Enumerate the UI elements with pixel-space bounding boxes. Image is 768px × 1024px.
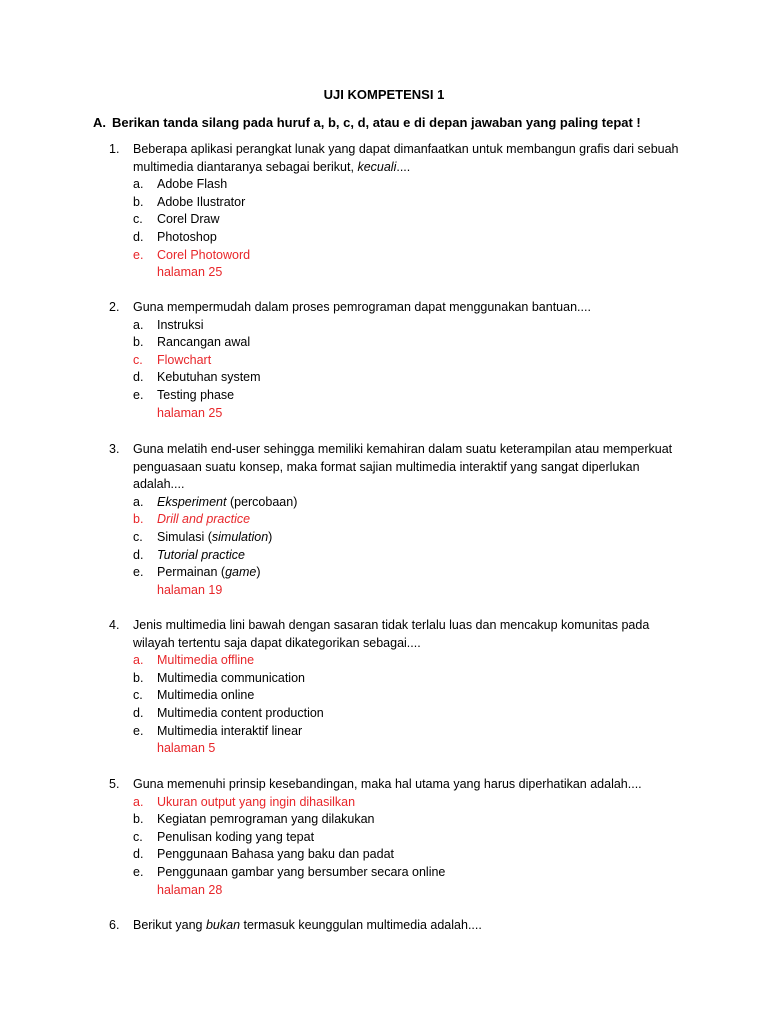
option-d[interactable]: d. Photoshop [133, 229, 217, 244]
question-number: 5. [109, 777, 120, 791]
page-reference: halaman 5 [157, 741, 216, 756]
page-reference: halaman 25 [157, 265, 223, 280]
question-text: Beberapa aplikasi perangkat lunak yang dapat dimanfaatkan untuk membangun grafis dari sebuah multimedia diantaranya sebagai berikut, kecuali.... [133, 142, 679, 174]
question-text: Jenis multimedia lini bawah dengan sasaran tidak terlalu luas dan mencakup komunitas pada wilayah tertentu saja dapat dikategorikan sebagai.... [133, 618, 650, 650]
option-c-answer[interactable]: c. Flowchart [133, 352, 212, 367]
option-e[interactable]: e. Multimedia interaktif linear [133, 723, 303, 738]
option-c[interactable]: c. Multimedia online [133, 688, 255, 703]
option-a-answer[interactable]: a. Ukuran output yang ingin dihasilkan [133, 794, 356, 809]
question-3 [109, 441, 689, 599]
question-number: 6. [109, 918, 120, 932]
question-number: 2. [109, 300, 120, 314]
question-text: Berikut yang bukan termasuk keunggulan multimedia adalah.... [133, 918, 482, 932]
option-b[interactable]: b. Rancangan awal [133, 335, 251, 350]
question-number: 4. [109, 618, 120, 632]
page-reference: halaman 28 [157, 882, 223, 897]
section-instruction-text: Berikan tanda silang pada huruf a, b, c, d, atau e di depan jawaban yang paling tepat ! [112, 115, 641, 130]
option-c[interactable]: c. Simulasi (simulation) [133, 529, 273, 544]
page-reference: halaman 19 [157, 582, 223, 597]
option-b[interactable]: b. Multimedia communication [133, 670, 305, 685]
question-text: Guna mempermudah dalam proses pemrograman dapat menggunakan bantuan.... [133, 300, 591, 314]
question-4 [109, 617, 689, 758]
option-b[interactable]: b. Kegiatan pemrograman yang dilakukan [133, 812, 375, 827]
page-reference: halaman 25 [157, 405, 223, 420]
option-a[interactable]: a. Eksperiment (percobaan) [133, 494, 298, 509]
question-text: Guna memenuhi prinsip kesebandingan, maka hal utama yang harus diperhatikan adalah.... [133, 777, 642, 791]
page-title: UJI KOMPETENSI 1 [323, 87, 445, 102]
section-letter: A. [93, 115, 106, 130]
option-d[interactable]: d. Multimedia content production [133, 705, 324, 720]
option-d[interactable]: d. Kebutuhan system [133, 370, 261, 385]
option-b[interactable]: b. Adobe Ilustrator [133, 194, 246, 209]
question-text: Guna melatih end-user sehingga memiliki kemahiran dalam suatu keterampilan atau memperkuat penguasaan suatu konsep, maka format sajian multimedia interaktif yang sangat diperlukan adalah.... [133, 442, 673, 492]
question-number: 1. [109, 142, 120, 156]
option-d[interactable]: d. Tutorial practice [133, 547, 245, 562]
question-number: 3. [109, 442, 120, 456]
option-e-answer[interactable]: e. Corel Photoword [133, 247, 251, 262]
option-c[interactable]: c. Penulisan koding yang tepat [133, 829, 315, 844]
question-1 [109, 141, 689, 282]
question-2 [109, 299, 689, 422]
option-a[interactable]: a. Adobe Flash [133, 177, 228, 192]
option-e[interactable]: e. Permainan (game) [133, 565, 261, 580]
option-d[interactable]: d. Penggunaan Bahasa yang baku dan padat [133, 847, 395, 862]
option-b-answer[interactable]: b. Drill and practice [133, 512, 251, 527]
option-c[interactable]: c. Corel Draw [133, 212, 220, 227]
option-a[interactable]: a. Instruksi [133, 317, 204, 332]
option-e[interactable]: e. Testing phase [133, 387, 235, 402]
question-6 [109, 917, 689, 935]
question-5 [109, 776, 689, 899]
section-instruction [93, 114, 641, 132]
option-e[interactable]: e. Penggunaan gambar yang bersumber secara online [133, 864, 446, 879]
option-a-answer[interactable]: a. Multimedia offline [133, 653, 255, 668]
